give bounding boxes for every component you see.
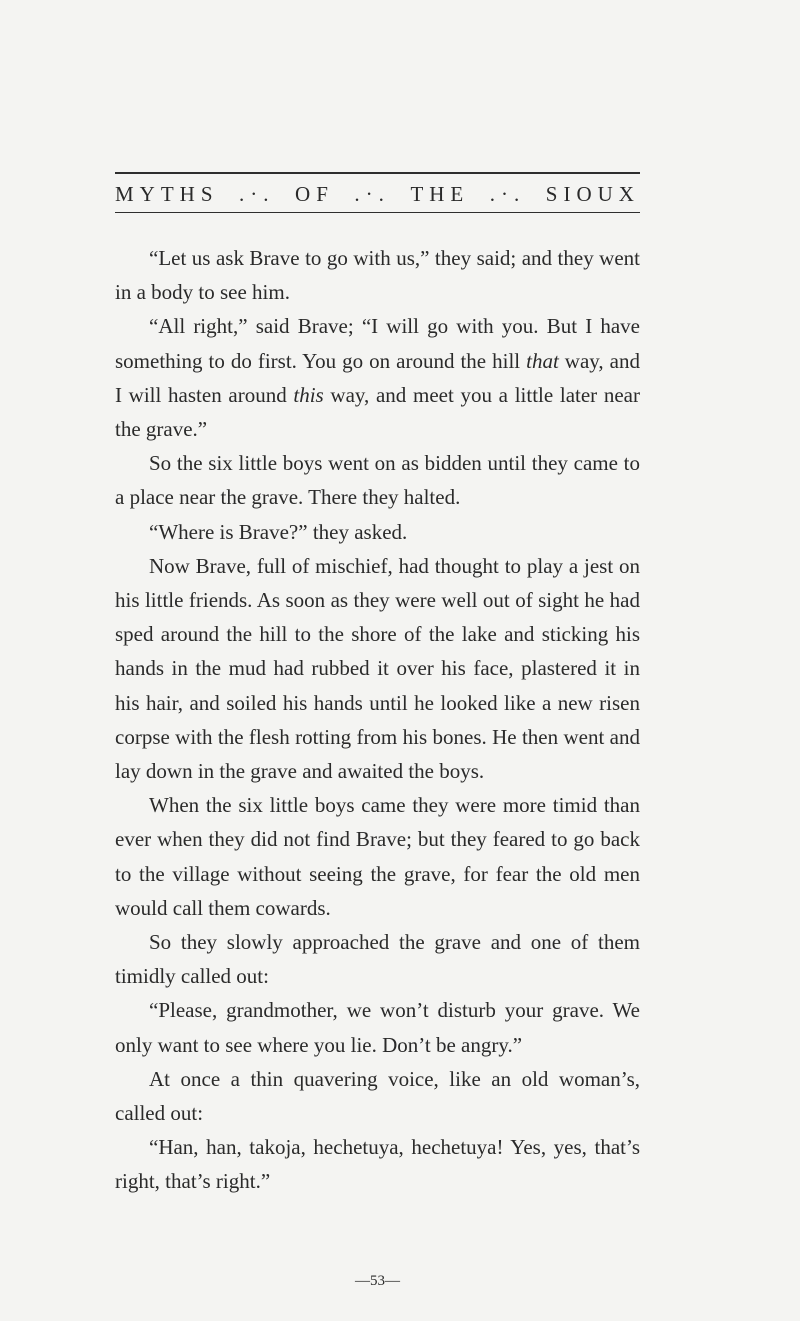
page-number: —53— bbox=[355, 1273, 400, 1289]
paragraph-2 bbox=[115, 309, 640, 446]
header-rule-top bbox=[115, 172, 640, 174]
paragraph-4: “Where is Brave?” they asked. bbox=[149, 519, 408, 544]
paragraph-6: When the six little boys came they were more timid than ever when they did not find Brave; but they feared to go back to the village without seeing the grave, for fear the old men would call them cowards. bbox=[115, 793, 640, 920]
paragraph-10: “Han, han, takoja, hechetuya, hechetuya! Yes, yes, that’s right, that’s right.” bbox=[115, 1135, 640, 1194]
paragraph-1: “Let us ask Brave to go with us,” they said; and they went in a body to see him. bbox=[115, 246, 640, 305]
paragraph-7: So they slowly approached the grave and one of them timidly called out: bbox=[115, 930, 640, 989]
running-head-word-the: THE bbox=[410, 181, 470, 206]
running-head-separator: .·. bbox=[239, 181, 275, 206]
paragraph-3: So the six little boys went on as bidden until they came to a place near the grave. There they halted. bbox=[115, 451, 640, 510]
paragraph-9: At once a thin quavering voice, like an old woman’s, called out: bbox=[115, 1066, 640, 1126]
paragraph-2-part-a: “All right,” said Brave; “I will go with you. But I have something to do first. You go on around the hill bbox=[115, 314, 640, 373]
running-head-word-sioux: SIOUX bbox=[545, 181, 640, 206]
emphasis-this: this bbox=[293, 382, 324, 407]
paragraph-2-part-c: way, and meet you a little later near the grave.” bbox=[115, 382, 641, 442]
running-head bbox=[115, 180, 640, 208]
body-text bbox=[115, 241, 640, 1199]
running-head-separator: .·. bbox=[354, 181, 390, 206]
paragraph-5: Now Brave, full of mischief, had thought to play a jest on his little friends. As soon as they were well out of sight he had sped around the hill to the shore of the lake and sticking his hands in the mud had rubbed it over his face, plastered it in his hair, and soiled his hands until he looked like a new risen corpse with the flesh rotting from his bones. He then went and lay down in the grave and awaited the boys. bbox=[115, 553, 640, 784]
running-head-word-myths: MYTHS bbox=[115, 181, 219, 206]
header-rule-bottom bbox=[115, 212, 640, 213]
emphasis-that: that bbox=[526, 348, 559, 373]
running-head-separator: .·. bbox=[489, 181, 526, 206]
running-head-word-of: OF bbox=[295, 181, 334, 206]
paragraph-8: “Please, grandmother, we won’t disturb your grave. We only want to see where you lie. Don’t be angry.” bbox=[115, 998, 640, 1057]
paragraph-2-part-b: way, and I will hasten around bbox=[115, 348, 640, 407]
